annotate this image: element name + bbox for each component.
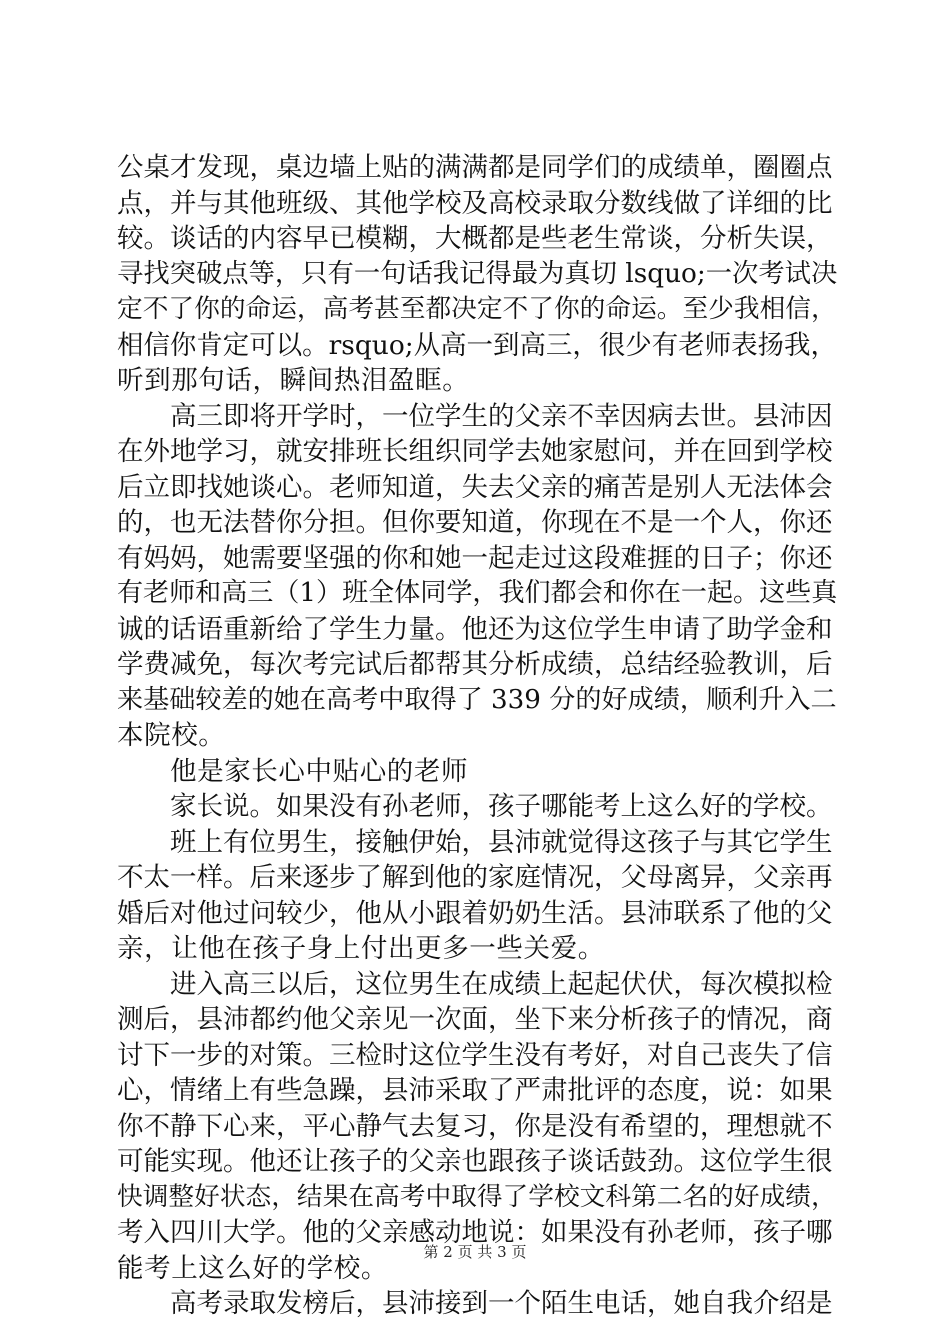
text-line: 快调整好状态，结果在高考中取得了学校文科第二名的好成绩， [117,1181,837,1212]
text-line: 考入四川大学。他的父亲感动地说：如果没有孙老师，孩子哪 [117,1217,833,1248]
text-line: 讨下一步的对策。三检时这位学生没有考好，对自己丧失了信 [117,1039,833,1071]
text-line: 相信你肯定可以。rsquo;从高一到高三，很少有老师表扬我， [117,329,837,361]
text-line: 高三即将开学时，一位学生的父亲不幸因病去世。县沛因 [170,400,833,432]
text-line: 学费减免，每次考完试后都帮其分析成绩，总结经验教训，后 [117,649,833,680]
paragraph [117,399,837,754]
paragraph [117,754,837,790]
text-line: 本院校。 [117,720,226,751]
page-number-text: 第 2 页 共 3 页 [423,1243,527,1261]
text-line: 家长说。如果没有孙老师，孩子哪能考上这么好的学校。 [170,791,833,822]
text-line: 定不了你的命运，高考甚至都决定不了你的命运。至少我相信， [117,294,837,324]
text-line: 能考上这么好的学校。 [117,1252,388,1284]
text-line: 公桌才发现，桌边墙上贴的满满都是同学们的成绩单，圈圈点 [117,152,833,183]
text-line: 诚的话语重新给了学生力量。他还为这位学生申请了助学金和 [117,613,833,645]
text-line: 进入高三以后，这位男生在成绩上起起伏伏，每次模拟检 [170,968,833,1000]
document-body [117,150,837,1322]
text-line: 后立即找她谈心。老师知道，失去父亲的痛苦是别人无法体会 [117,471,833,503]
text-line: 点，并与其他班级、其他学校及高校录取分数线做了详细的比 [117,187,833,219]
text-line: 心，情绪上有些急躁，县沛采取了严肃批评的态度，说：如果 [117,1075,833,1106]
text-line: 来基础较差的她在高考中取得了 339 分的好成绩，顺利升入二 [117,684,837,715]
paragraph [117,967,837,1287]
text-line: 听到那句话，瞬间热泪盈眶。 [117,365,470,396]
text-line: 你不静下心来，平心静气去复习，你是没有希望的，理想就不 [117,1110,833,1142]
text-line: 不太一样。后来逐步了解到他的家庭情况，父母离异，父亲再 [117,862,833,893]
text-line: 亲，让他在孩子身上付出更多一些关爱。 [117,933,605,964]
text-line: 婚后对他过问较少，他从小跟着奶奶生活。县沛联系了他的父 [117,897,833,929]
text-line: 测后，县沛都约他父亲见一次面，坐下来分析孩子的情况，商 [117,1004,833,1035]
text-line: 的，也无法替你分担。但你要知道，你现在不是一个人，你还 [117,507,833,538]
page-footer [0,1243,950,1261]
text-line: 可能实现。他还让孩子的父亲也跟孩子谈话鼓劲。这位学生很 [117,1146,833,1177]
text-line: 他是家长心中贴心的老师 [170,755,469,787]
text-line: 有妈妈，她需要坚强的你和她一起走过这段难捱的日子；你还 [117,542,833,574]
text-line: 有老师和高三（1）班全体同学，我们都会和你在一起。这些真 [117,578,838,608]
text-line: 高考录取发榜后，县沛接到一个陌生电话，她自我介绍是 [170,1288,833,1319]
paragraph [117,789,837,825]
paragraph [117,1286,837,1322]
paragraph [117,150,837,399]
text-line: 在外地学习，就安排班长组织同学去她家慰问，并在回到学校 [117,436,833,467]
paragraph [117,825,837,967]
text-line: 寻找突破点等，只有一句话我记得最为真切 lsquo;一次考试决 [117,258,838,289]
text-line: 较。谈话的内容早已模糊，大概都是些老生常谈，分析失误， [117,223,833,254]
text-line: 班上有位男生，接触伊始，县沛就觉得这孩子与其它学生 [170,826,833,858]
